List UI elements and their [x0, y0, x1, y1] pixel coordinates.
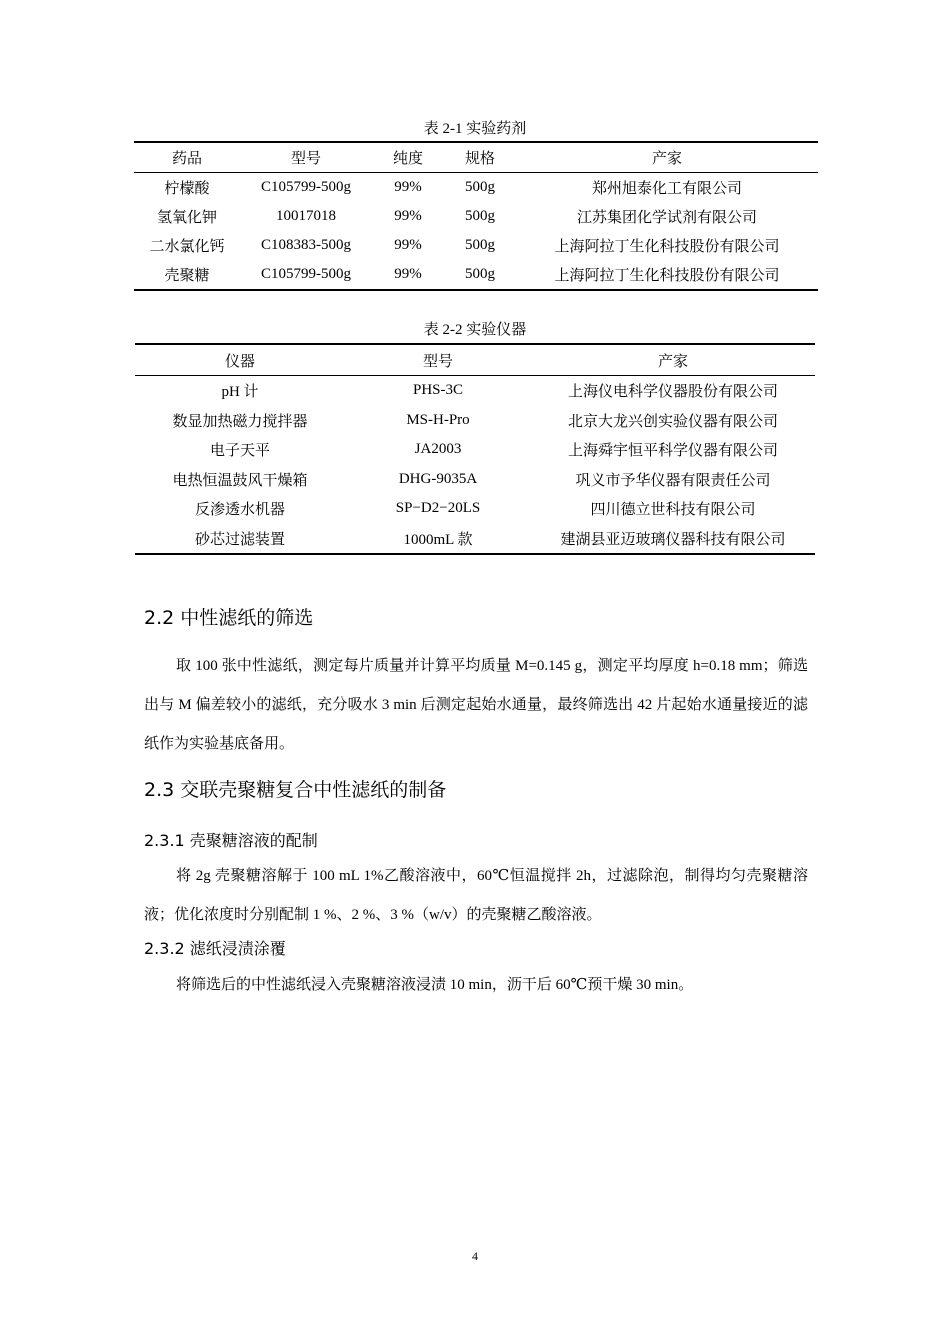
table-row [135, 494, 815, 524]
table-cell: 500g [465, 237, 495, 253]
table-cell: MS-H-Pro [406, 411, 470, 428]
table-row [135, 406, 815, 436]
table-cell: 上海阿拉丁生化科技股份有限公司 [554, 239, 780, 255]
table-row [135, 465, 815, 495]
section-heading: 2.2 中性滤纸的筛选 [144, 607, 314, 629]
table-cell: 北京大龙兴创实验仪器有限公司 [567, 413, 778, 430]
table-cell: 上海阿拉丁生化科技股份有限公司 [554, 268, 780, 284]
table-cell: 壳聚糖 [164, 268, 210, 284]
table-header-cell: 型号 [240, 142, 372, 173]
table-cell: 巩义市予华仪器有限责任公司 [575, 472, 771, 489]
table-cell: 99% [394, 237, 422, 253]
table-cell: C105799-500g [261, 266, 351, 282]
table-cell: 反渗透水机器 [194, 502, 285, 519]
table-header-cell: 产家 [531, 344, 815, 376]
section-heading: 2.3 交联壳聚糖复合中性滤纸的制备 [144, 779, 447, 801]
table-cell: SP−D2−20LS [395, 500, 481, 517]
table-cell: 江苏集团化学试剂有限公司 [576, 210, 757, 226]
table-cell: 500g [465, 208, 495, 224]
table-row [134, 260, 818, 290]
table-cell: C105799-500g [261, 179, 351, 195]
table-row [134, 231, 818, 260]
table-cell: 建湖县亚迈玻璃仪器科技有限公司 [560, 531, 786, 548]
subsection-heading: 2.3.1 壳聚糖溶液的配制 [144, 831, 318, 850]
table-row [135, 376, 815, 406]
table-cell: DHG-9035A [398, 470, 478, 487]
table-header-cell: 仪器 [135, 344, 345, 376]
table-row [135, 524, 815, 555]
table-cell: 四川德立世科技有限公司 [590, 502, 756, 519]
table-header-row [134, 142, 818, 173]
table-cell: 数显加热磁力搅拌器 [172, 413, 308, 430]
table-cell: 二水氯化钙 [149, 239, 225, 255]
table-cell: 柠檬酸 [164, 181, 210, 197]
table-cell: 500g [465, 179, 495, 195]
table-row [134, 202, 818, 231]
table-cell: JA2003 [414, 441, 462, 458]
table-header-cell: 药品 [134, 142, 240, 173]
body-paragraph: 将 2g 壳聚糖溶解于 100 mL 1%乙酸溶液中，60℃恒温搅拌 2h，过滤除泡，制得均匀壳聚糖溶液；优化浓度时分别配制 1 %、2 %、3 %（w/v）的壳聚糖乙酸溶液。 [144, 868, 808, 923]
body-paragraph: 取 100 张中性滤纸，测定每片质量并计算平均质量 M=0.145 g，测定平均厚度 h=0.18 mm；筛选出与 M 偏差较小的滤纸，充分吸水 3 min 后测定起始水通量，最终筛选出 42 片起始水通量接近的滤纸作为实验基底备用。 [144, 658, 808, 752]
table-cell: 电热恒温鼓风干燥箱 [172, 472, 308, 489]
body-paragraph: 将筛选后的中性滤纸浸入壳聚糖溶液浸渍 10 min，沥干后 60℃预干燥 30 min。 [176, 977, 694, 993]
table-cell: 500g [465, 266, 495, 282]
instruments-table [135, 343, 815, 555]
table-cell: 砂芯过滤装置 [194, 531, 285, 548]
page-number: 4 [472, 1249, 478, 1263]
table-row [134, 173, 818, 203]
table1-caption: 表 2-1 实验药剂 [423, 121, 527, 137]
subsection-heading: 2.3.2 滤纸浸渍涂覆 [144, 939, 286, 958]
table-header-row [135, 344, 815, 376]
table-header-cell: 纯度 [372, 142, 444, 173]
table-cell: 上海仪电科学仪器股份有限公司 [567, 384, 778, 401]
table-cell: 10017018 [276, 208, 336, 224]
table-cell: 郑州旭泰化工有限公司 [591, 181, 742, 197]
table-cell: pH 计 [221, 384, 259, 401]
table-row [135, 435, 815, 465]
reagents-table [134, 141, 818, 291]
table-cell: PHS-3C [412, 382, 464, 399]
table-cell: 99% [394, 266, 422, 282]
table-cell: 1000mL 款 [403, 531, 473, 548]
table-cell: 电子天平 [209, 443, 270, 460]
table-cell: 上海舜宇恒平科学仪器有限公司 [567, 443, 778, 460]
table-cell: 氢氧化钾 [156, 210, 217, 226]
table-cell: C108383-500g [261, 237, 351, 253]
table2-caption: 表 2-2 实验仪器 [423, 322, 527, 338]
table-cell: 99% [394, 208, 422, 224]
table-header-cell: 规格 [444, 142, 516, 173]
table-header-cell: 型号 [345, 344, 531, 376]
table-cell: 99% [394, 179, 422, 195]
table-header-cell: 产家 [516, 142, 818, 173]
